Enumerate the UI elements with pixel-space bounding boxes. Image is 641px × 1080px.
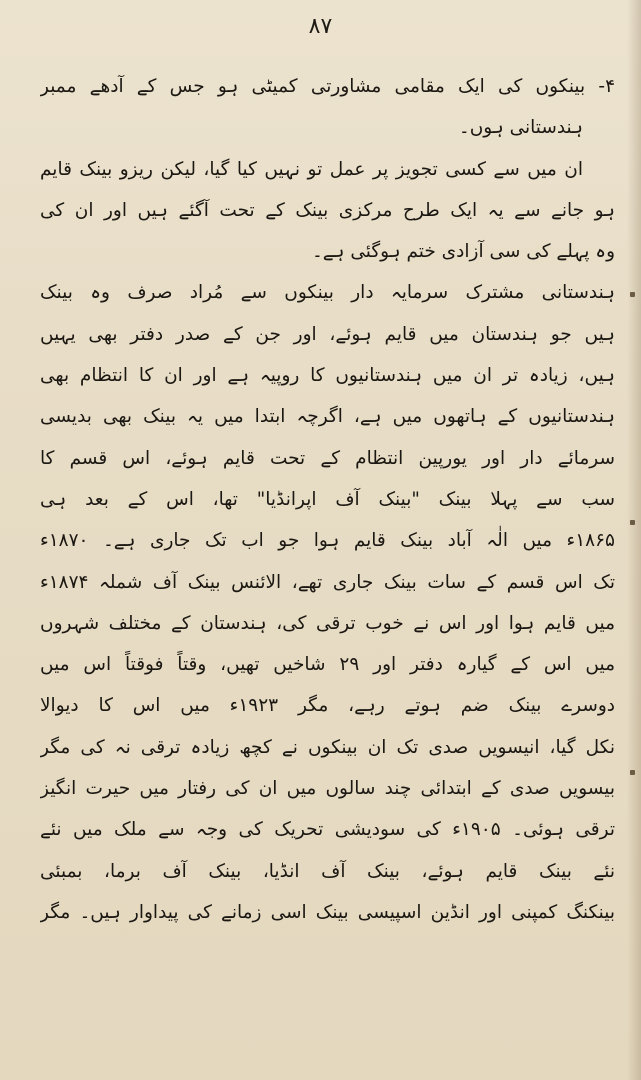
text-line: تک اس قسم کے سات بینک جاری تھے، الائنس بینک آف شملہ ۱۸۷۴ء	[40, 571, 615, 593]
text-line: میں اس کے گیارہ دفتر اور ۲۹ شاخیں تھیں، وقتاً فوقتاً اس میں	[40, 654, 615, 676]
text-line: میں قایم ہوا اور اس نے خوب ترقی کی، ہندستان کے مختلف شہروں	[40, 612, 615, 634]
text-line: بینکنگ کمپنی اور انڈین اسپیسی بینک اسی زمانے کی پیداوار ہیں۔ مگر	[40, 901, 615, 923]
text-line: ہندستانی مشترک سرمایہ دار بینکوں سے مُراد صرف وہ بینک	[40, 282, 615, 304]
text-line: ترقی ہوئی۔ ۱۹۰۵ء کی سودیشی تحریک کی وجہ سے ملک میں نئے	[40, 819, 615, 841]
text-line: وہ پہلے کی سی آزادی ختم ہوگئی ہے۔	[311, 241, 615, 263]
text-line: ہیں، زیادہ تر ان میں ہندستانیوں کا روپیہ ہے اور ان کا انتظام بھی	[40, 365, 615, 387]
page-edge-shadow	[627, 0, 641, 1080]
body-text	[40, 66, 615, 933]
text-line: دوسرے بینک ضم ہوتے رہے، مگر ۱۹۲۳ء میں اس کا دیوالا	[40, 695, 615, 717]
text-line: نکل گیا، انیسویں صدی تک ان بینکوں نے کچھ زیادہ ترقی نہ کی مگر	[40, 736, 615, 758]
text-line: سب سے پہلا بینک "بینک آف اپرانڈیا" تھا، اس کے بعد ہی	[40, 488, 615, 510]
text-line: ان میں سے کسی تجویز پر عمل تو نہیں کیا گیا، لیکن ریزو بینک قایم	[40, 158, 583, 180]
text-line: بیسویں صدی کے ابتدائی چند سالوں میں ان کی رفتار میں حیرت انگیز	[40, 778, 615, 800]
text-line: ہو جانے سے یہ ایک طرح مرکزی بینک کے تحت آگئے ہیں اور ان کی	[40, 199, 615, 221]
text-line: ہندستانیوں کے ہاتھوں میں ہے، اگرچہ ابتدا میں یہ بینک بھی بدیسی	[40, 406, 615, 428]
text-line: سرمائے دار اور یورپین انتظام کے تحت قایم ہوئے، اس قسم کا	[40, 447, 615, 469]
text-line: ۱۸۶۵ء میں الٰہ آباد بینک قایم ہوا جو اب تک جاری ہے۔ ۱۸۷۰ء	[40, 530, 615, 552]
text-line: نئے بینک قایم ہوئے، بینک آف انڈیا، بینک آف برما، بمبئی	[40, 860, 615, 882]
binding-mark	[630, 292, 635, 297]
text-line: ہندستانی ہوں۔	[458, 117, 583, 139]
page-number: ۸۷	[308, 14, 333, 39]
text-line: ہیں جو ہندستان میں قایم ہوئے، اور جن کے صدر دفتر بھی یہیں	[40, 323, 615, 345]
binding-mark	[630, 770, 635, 775]
binding-mark	[630, 520, 635, 525]
text-line: ۴- بینکوں کی ایک مقامی مشاورتی کمیٹی ہو جس کے آدھے ممبر	[40, 76, 615, 97]
